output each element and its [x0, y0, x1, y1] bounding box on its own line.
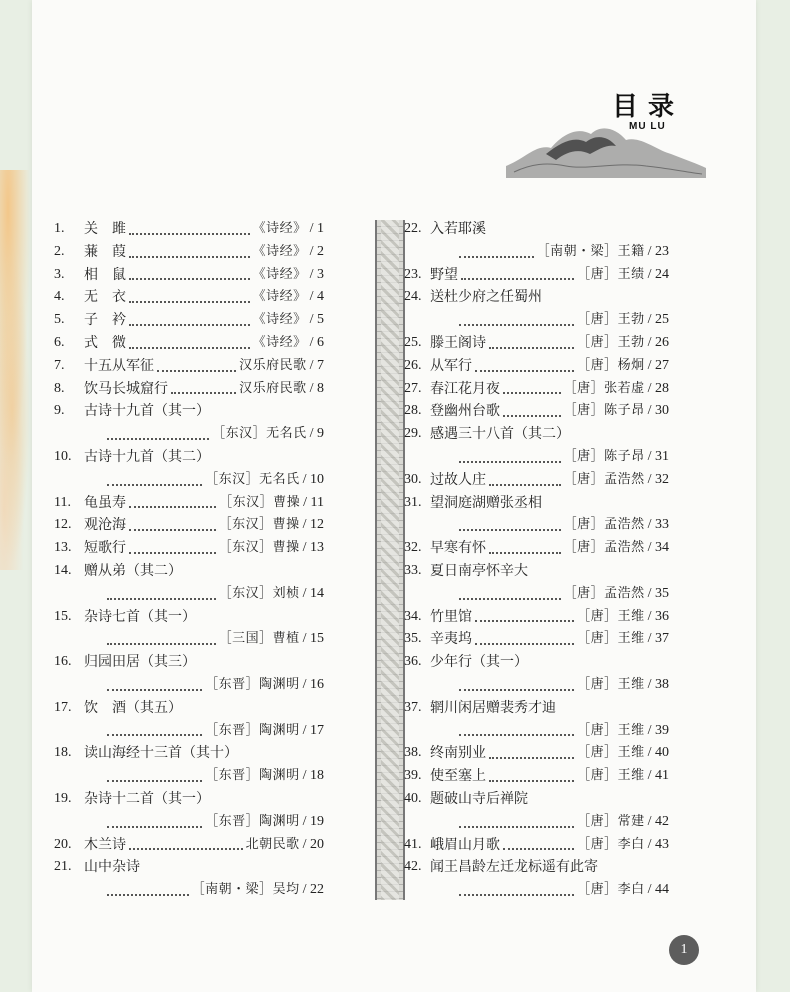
toc-entry[interactable]: [404, 651, 669, 674]
toc-entry[interactable]: [404, 606, 669, 629]
entry-page: / 1: [309, 221, 324, 236]
entry-page: / 41: [647, 768, 669, 784]
entry-number: 1.: [54, 221, 65, 236]
dot-leader: [129, 346, 250, 349]
toc-entry[interactable]: [404, 674, 669, 697]
entry-title: 从军行: [430, 357, 472, 374]
entry-title: 饮马长城窟行: [84, 380, 168, 397]
entry-number: 34.: [404, 608, 422, 624]
entry-number: 19.: [54, 790, 72, 806]
toc-entry[interactable]: [54, 332, 324, 355]
entry-page: / 36: [647, 608, 669, 624]
entry-number: 3.: [54, 266, 65, 282]
entry-title: 式 微: [84, 334, 126, 351]
toc-entry[interactable]: [404, 697, 669, 720]
toc-entry[interactable]: [404, 241, 669, 264]
entry-number: 42.: [404, 859, 422, 875]
toc-entry[interactable]: [54, 765, 324, 788]
entry-number: 12.: [54, 517, 72, 533]
page-subtitle: MU LU: [629, 121, 666, 132]
entry-source: ［唐］陈子昂: [563, 403, 645, 419]
entry-source: ［东汉］曹操: [218, 517, 300, 533]
entry-page: / 44: [647, 882, 669, 898]
toc-entry[interactable]: [54, 560, 324, 583]
page-number-badge: 1: [669, 935, 699, 965]
entry-number: 41.: [404, 836, 422, 852]
toc-entry[interactable]: [404, 492, 669, 515]
entry-title: 饮 酒（其五）: [84, 699, 182, 716]
entry-page: / 26: [647, 334, 669, 350]
entry-title: 短歌行: [84, 540, 126, 557]
entry-number: 39.: [404, 768, 422, 784]
entry-source: 《诗经》: [252, 221, 307, 236]
entry-source: 《诗经》: [252, 289, 307, 305]
dot-leader: [503, 847, 574, 850]
entry-source: ［唐］常建: [577, 813, 645, 829]
entry-page: / 17: [302, 722, 324, 738]
dot-leader: [459, 460, 561, 463]
dot-leader: [475, 642, 574, 645]
entry-number: 28.: [404, 403, 422, 419]
entry-title: 关 雎: [84, 221, 126, 237]
entry-page: / 30: [647, 403, 669, 419]
toc-entry[interactable]: [54, 400, 324, 423]
entry-number: 16.: [54, 654, 72, 670]
entry-page: / 3: [309, 266, 324, 282]
entry-page: / 23: [647, 243, 669, 259]
entry-page: / 7: [309, 357, 324, 373]
entry-number: 26.: [404, 357, 422, 373]
entry-title: 使至塞上: [430, 768, 486, 785]
entry-title: 入若耶溪: [430, 221, 486, 237]
entry-source: ［唐］孟浩然: [563, 585, 645, 601]
entry-source: ［东晋］陶渊明: [205, 722, 300, 738]
toc-entry[interactable]: [54, 378, 324, 401]
toc-entry[interactable]: [54, 811, 324, 834]
entry-title: 题破山寺后禅院: [430, 790, 528, 807]
toc-entry[interactable]: [54, 446, 324, 469]
entry-number: 20.: [54, 836, 72, 852]
entry-page: / 34: [647, 540, 669, 556]
entry-source: ［唐］王勃: [577, 312, 645, 328]
toc-entry[interactable]: [404, 355, 669, 378]
entry-number: 30.: [404, 471, 422, 487]
dot-leader: [129, 551, 216, 554]
entry-number: 40.: [404, 790, 422, 806]
dot-leader: [489, 346, 574, 349]
entry-title: 登幽州台歌: [430, 403, 500, 420]
toc-entry[interactable]: [404, 742, 669, 765]
toc-entry[interactable]: [54, 537, 324, 560]
entry-number: 2.: [54, 243, 65, 259]
toc-entry[interactable]: [404, 446, 669, 469]
entry-page: / 14: [302, 585, 324, 601]
entry-title: 十五从军征: [84, 357, 154, 374]
entry-page: / 38: [647, 676, 669, 692]
entry-number: 23.: [404, 266, 422, 282]
entry-page: / 13: [302, 540, 324, 556]
entry-title: 辋川闲居赠裴秀才迪: [430, 699, 556, 716]
entry-page: / 22: [302, 882, 324, 898]
entry-source: ［唐］孟浩然: [563, 540, 645, 556]
entry-number: 8.: [54, 380, 65, 396]
entry-number: 5.: [54, 312, 65, 328]
entry-number: 9.: [54, 403, 65, 419]
entry-number: 37.: [404, 699, 422, 715]
entry-title: 滕王阁诗: [430, 334, 486, 351]
toc-entry[interactable]: [404, 423, 669, 446]
toc-entry[interactable]: [54, 355, 324, 378]
toc-entry[interactable]: [54, 264, 324, 287]
toc-entry[interactable]: [54, 651, 324, 674]
page-title: 目录: [612, 92, 685, 122]
toc-entry[interactable]: [404, 856, 669, 879]
entry-number: 38.: [404, 745, 422, 761]
entry-source: ［东汉］无名氏: [212, 426, 307, 442]
entry-source: ［东汉］曹操: [218, 540, 300, 556]
toc-entry[interactable]: [404, 879, 669, 902]
entry-number: 22.: [404, 221, 422, 236]
entry-page: / 39: [647, 722, 669, 738]
entry-title: 少年行（其一）: [430, 654, 528, 671]
entry-title: 古诗十九首（其一）: [84, 403, 210, 420]
entry-source: ［南朝・梁］吴均: [191, 882, 300, 898]
entry-page: / 6: [309, 334, 324, 350]
toc-entry[interactable]: [54, 423, 324, 446]
dot-leader: [129, 277, 250, 280]
entry-source: ［东汉］曹操: [219, 494, 301, 510]
entry-number: 33.: [404, 562, 422, 578]
dot-leader: [129, 528, 216, 531]
entry-page: / 5: [309, 312, 324, 328]
entry-page: / 4: [309, 289, 324, 305]
entry-number: 10.: [54, 448, 72, 464]
toc-entry[interactable]: [404, 286, 669, 309]
entry-source: ［唐］王绩: [577, 266, 645, 282]
dot-leader: [107, 597, 216, 600]
entry-title: 感遇三十八首（其二）: [430, 426, 570, 443]
toc-right-column: [404, 218, 669, 902]
dot-leader: [459, 597, 561, 600]
entry-page: / 18: [302, 768, 324, 784]
toc-entry[interactable]: [404, 583, 669, 606]
entry-source: ［唐］李白: [577, 882, 645, 898]
toc-entry[interactable]: [54, 628, 324, 651]
entry-source: ［唐］王维: [577, 608, 645, 624]
dot-leader: [107, 483, 202, 486]
toc-entry[interactable]: [404, 218, 669, 241]
dot-leader: [503, 414, 561, 417]
dot-leader: [107, 825, 202, 828]
entry-title: 木兰诗: [84, 836, 126, 853]
toc-entry[interactable]: [54, 606, 324, 629]
entry-page: / 11: [303, 494, 324, 510]
dot-leader: [503, 391, 561, 394]
entry-page: / 40: [647, 745, 669, 761]
entry-number: 11.: [54, 494, 71, 510]
dot-leader: [107, 642, 216, 645]
entry-title: 夏日南亭怀辛大: [430, 562, 528, 579]
entry-number: 25.: [404, 334, 422, 350]
entry-title: 早寒有怀: [430, 540, 486, 557]
dot-leader: [489, 551, 561, 554]
entry-title: 子 衿: [84, 312, 126, 329]
entry-source: ［唐］孟浩然: [563, 471, 645, 487]
entry-page: / 42: [647, 813, 669, 829]
toc-entry[interactable]: [404, 560, 669, 583]
toc-entry[interactable]: [54, 834, 324, 857]
entry-title: 无 衣: [84, 289, 126, 306]
entry-title: 闻王昌龄左迁龙标遥有此寄: [430, 859, 598, 876]
entry-page: / 31: [647, 448, 669, 464]
entry-source: ［唐］王维: [577, 631, 645, 647]
toc-entry[interactable]: [404, 332, 669, 355]
entry-source: 《诗经》: [252, 243, 307, 259]
dot-leader: [475, 369, 574, 372]
dot-leader: [129, 232, 250, 235]
entry-number: 6.: [54, 334, 65, 350]
toc-entry[interactable]: [54, 697, 324, 720]
entry-number: 17.: [54, 699, 72, 715]
entry-source: ［三国］曹植: [218, 631, 300, 647]
entry-page: / 37: [647, 631, 669, 647]
dot-leader: [489, 756, 574, 759]
entry-source: ［唐］张若虚: [563, 380, 645, 396]
entry-page: / 28: [647, 380, 669, 396]
dot-leader: [129, 505, 216, 508]
entry-title: 龟虽寿: [84, 494, 126, 511]
toc-entry[interactable]: [54, 241, 324, 264]
decorative-divider: [375, 220, 405, 900]
entry-title: 读山海经十三首（其十）: [84, 745, 238, 762]
entry-source: ［唐］孟浩然: [563, 517, 645, 533]
entry-page: / 35: [647, 585, 669, 601]
entry-title: 野望: [430, 266, 458, 283]
toc-entry[interactable]: [54, 856, 324, 879]
toc-entry[interactable]: [54, 583, 324, 606]
dot-leader: [129, 255, 250, 258]
toc-entry[interactable]: [404, 264, 669, 287]
entry-source: ［唐］王维: [577, 676, 645, 692]
entry-page: / 32: [647, 471, 669, 487]
entry-source: 《诗经》: [252, 334, 307, 350]
entry-source: ［唐］王维: [577, 768, 645, 784]
entry-number: 36.: [404, 654, 422, 670]
toc-entry[interactable]: [54, 742, 324, 765]
entry-title: 送杜少府之任蜀州: [430, 289, 542, 306]
entry-source: 《诗经》: [252, 312, 307, 328]
dot-leader: [459, 323, 574, 326]
entry-source: ［唐］陈子昂: [563, 448, 645, 464]
dot-leader: [129, 300, 250, 303]
entry-source: 《诗经》: [252, 266, 307, 282]
entry-number: 35.: [404, 631, 422, 647]
entry-title: 春江花月夜: [430, 380, 500, 397]
entry-page: / 15: [302, 631, 324, 647]
toc-entry[interactable]: [54, 514, 324, 537]
entry-number: 4.: [54, 289, 65, 305]
entry-title: 山中杂诗: [84, 859, 140, 876]
entry-number: 24.: [404, 289, 422, 305]
entry-title: 过故人庄: [430, 471, 486, 488]
dot-leader: [461, 277, 574, 280]
entry-title: 杂诗七首（其一）: [84, 608, 196, 625]
ink-mountain-icon: [506, 114, 706, 178]
entry-page: / 24: [647, 266, 669, 282]
entry-source: 汉乐府民歌: [239, 357, 307, 373]
entry-page: / 16: [302, 676, 324, 692]
entry-source: ［唐］王维: [577, 722, 645, 738]
entry-page: / 25: [647, 312, 669, 328]
entry-source: ［东汉］刘桢: [218, 585, 300, 601]
dot-leader: [129, 323, 250, 326]
dot-leader: [459, 688, 574, 691]
dot-leader: [107, 893, 189, 896]
toc-entry[interactable]: [54, 788, 324, 811]
dot-leader: [157, 369, 236, 372]
entry-number: 27.: [404, 380, 422, 396]
entry-source: ［东晋］陶渊明: [205, 768, 300, 784]
entry-page: / 20: [302, 836, 324, 852]
dot-leader: [489, 483, 561, 486]
dot-leader: [107, 688, 202, 691]
toc-entry[interactable]: [404, 309, 669, 332]
dot-leader: [459, 825, 574, 828]
entry-title: 相 鼠: [84, 266, 126, 283]
entry-page: / 33: [647, 517, 669, 533]
toc-entry[interactable]: [54, 879, 324, 902]
toc-entry[interactable]: [54, 286, 324, 309]
entry-source: ［唐］王维: [577, 745, 645, 761]
dot-leader: [475, 619, 574, 622]
entry-number: 7.: [54, 357, 65, 373]
dot-leader: [459, 255, 534, 258]
entry-source: ［唐］王勃: [577, 334, 645, 350]
entry-source: 北朝民歌: [245, 836, 300, 852]
entry-source: ［东晋］陶渊明: [205, 676, 300, 692]
toc-entry[interactable]: [54, 309, 324, 332]
entry-page: / 43: [647, 836, 669, 852]
entry-title: 望洞庭湖赠张丞相: [430, 494, 542, 511]
entry-number: 13.: [54, 540, 72, 556]
dot-leader: [459, 893, 574, 896]
entry-page: / 27: [647, 357, 669, 373]
entry-title: 辛夷坞: [430, 631, 472, 648]
dot-leader: [489, 779, 574, 782]
toc-left-column: [54, 218, 324, 902]
entry-number: 14.: [54, 562, 72, 578]
toc-entry[interactable]: [404, 378, 669, 401]
toc-entry[interactable]: [54, 492, 324, 515]
entry-source: ［东晋］陶渊明: [205, 813, 300, 829]
entry-page: / 8: [309, 380, 324, 396]
toc-entry[interactable]: [404, 537, 669, 560]
entry-number: 32.: [404, 540, 422, 556]
dot-leader: [107, 437, 209, 440]
toc-entry[interactable]: [54, 218, 324, 241]
entry-page: / 9: [309, 426, 324, 442]
entry-title: 古诗十九首（其二）: [84, 448, 210, 465]
dot-leader: [459, 733, 574, 736]
toc-entry[interactable]: [404, 400, 669, 423]
entry-title: 归园田居（其三）: [84, 654, 196, 671]
entry-source: ［东汉］无名氏: [205, 471, 300, 487]
toc-entry[interactable]: [54, 469, 324, 492]
entry-number: 18.: [54, 745, 72, 761]
entry-source: ［南朝・梁］王籍: [536, 243, 645, 259]
toc-entry[interactable]: [404, 628, 669, 651]
dot-leader: [107, 733, 202, 736]
toc-entry[interactable]: [404, 720, 669, 743]
entry-page: / 19: [302, 813, 324, 829]
entry-page: / 2: [309, 243, 324, 259]
toc-entry[interactable]: [54, 674, 324, 697]
entry-number: 21.: [54, 859, 72, 875]
toc-entry[interactable]: [404, 765, 669, 788]
entry-page: / 12: [302, 517, 324, 533]
entry-number: 29.: [404, 426, 422, 442]
entry-number: 31.: [404, 494, 422, 510]
dot-leader: [459, 528, 561, 531]
toc-entry[interactable]: [54, 720, 324, 743]
entry-title: 终南别业: [430, 745, 486, 762]
dot-leader: [171, 391, 236, 394]
toc-entry[interactable]: [404, 788, 669, 811]
entry-source: 汉乐府民歌: [239, 380, 307, 396]
toc-entry[interactable]: [404, 514, 669, 537]
entry-source: ［唐］杨炯: [577, 357, 645, 373]
entry-number: 15.: [54, 608, 72, 624]
dot-leader: [129, 847, 243, 850]
dot-leader: [107, 779, 202, 782]
entry-title: 赠从弟（其二）: [84, 562, 182, 579]
toc-entry[interactable]: [404, 811, 669, 834]
toc-entry[interactable]: [404, 834, 669, 857]
entry-source: ［唐］李白: [577, 836, 645, 852]
entry-title: 竹里馆: [430, 608, 472, 625]
toc-entry[interactable]: [404, 469, 669, 492]
entry-title: 观沧海: [84, 517, 126, 534]
entry-title: 杂诗十二首（其一）: [84, 790, 210, 807]
entry-title: 峨眉山月歌: [430, 836, 500, 853]
entry-title: 蒹 葭: [84, 243, 126, 260]
entry-page: / 10: [302, 471, 324, 487]
